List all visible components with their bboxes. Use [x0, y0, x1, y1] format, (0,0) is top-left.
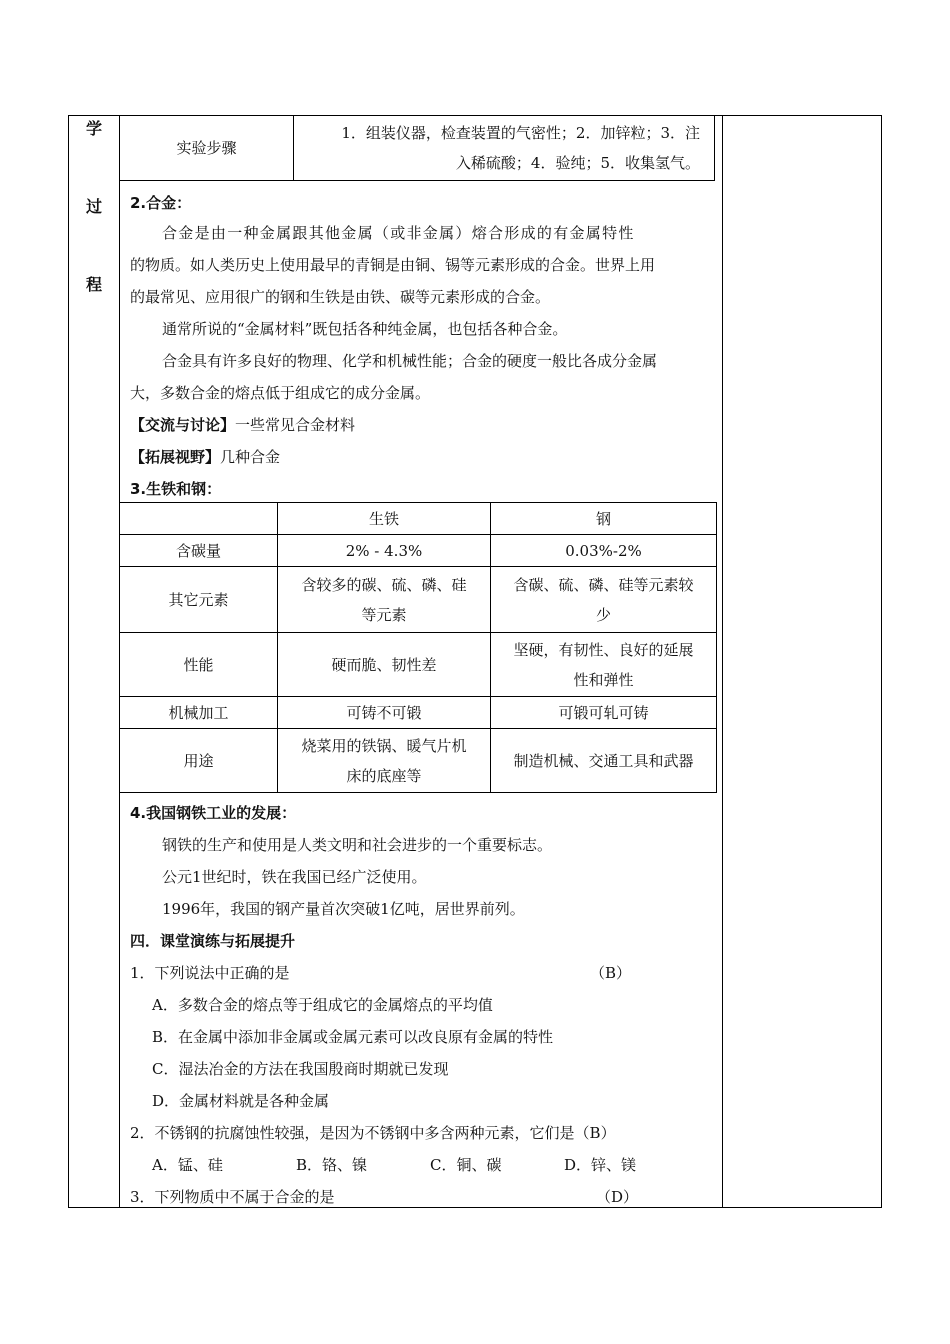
side-label-guo: 过 — [85, 197, 102, 216]
steel-cell-line: 坚硬，有韧性、良好的延展 — [513, 640, 694, 659]
discussion-text: 一些常见合金材料 — [235, 416, 356, 434]
alloy-definition-line1: 合金是由一种金属跟其他金属（或非金属）熔合形成的有金属特性 — [162, 224, 635, 242]
row-label: 性能 — [120, 633, 278, 697]
iron-cell: 硬而脆、韧性差 — [278, 633, 491, 697]
exp-steps-line2: 入稀硫酸；4．验纯；5．收集氢气。 — [455, 153, 700, 172]
exercises-heading: 四．课堂演练与拓展提升 — [130, 932, 296, 950]
question-1-answer: （B） — [590, 964, 632, 982]
question-2-option-a: A．锰、硅 — [152, 1156, 223, 1174]
table-row — [120, 729, 717, 793]
metal-materials-paragraph: 通常所说的“金属材料”既包括各种纯金属，也包括各种合金。 — [162, 320, 568, 338]
question-1-option-a: A．多数合金的熔点等于组成它的金属熔点的平均值 — [152, 996, 493, 1014]
table-row — [120, 633, 717, 697]
alloy-definition-line2: 的物质。如人类历史上使用最早的青铜是由铜、锡等元素形成的合金。世界上用 — [130, 256, 656, 274]
steel-cell-line: 含碳、硫、磷、硅等元素较 — [513, 575, 694, 594]
iron-cell-line: 床的底座等 — [346, 766, 422, 785]
steel-cell: 制造机械、交通工具和武器 — [491, 729, 717, 793]
experiment-steps-table — [119, 115, 715, 181]
expand-tag: 【拓展视野】 — [130, 448, 221, 466]
question-2: 2．不锈钢的抗腐蚀性较强，是因为不锈钢中多含两种元素，它们是（B） — [130, 1124, 616, 1142]
iron-steel-table — [119, 502, 717, 793]
question-1-option-b: B．在金属中添加非金属或金属元素可以改良原有金属的特性 — [152, 1028, 554, 1046]
table-row — [120, 535, 717, 567]
row-label: 其它元素 — [120, 567, 278, 633]
question-2-option-c: C．铜、碳 — [430, 1156, 502, 1174]
row-label: 用途 — [120, 729, 278, 793]
iron-cell — [278, 729, 491, 793]
table-header-iron: 生铁 — [278, 503, 491, 535]
section-2-heading: 2.合金： — [130, 194, 192, 212]
question-3: 3．下列物质中不属于合金的是 — [130, 1188, 335, 1206]
question-1-option-d: D．金属材料就是各种金属 — [152, 1092, 330, 1110]
steel-history-line2: 公元1世纪时，铁在我国已经广泛使用。 — [162, 868, 427, 886]
exp-label: 实验步骤 — [120, 115, 294, 181]
table-header-blank — [120, 503, 278, 535]
side-label-xue: 学 — [85, 119, 102, 138]
question-1-option-c: C．湿法冶金的方法在我国殷商时期就已发现 — [152, 1060, 449, 1078]
section-4-heading: 4.我国钢铁工业的发展： — [130, 804, 297, 822]
steel-cell-line: 少 — [595, 605, 611, 624]
table-header-steel: 钢 — [491, 503, 717, 535]
steel-cell: 可锻可轧可铸 — [491, 697, 717, 729]
iron-cell-line: 等元素 — [361, 605, 407, 624]
table-row — [120, 697, 717, 729]
iron-cell-line: 含较多的碳、硫、磷、硅 — [301, 575, 467, 594]
iron-cell: 可铸不可锻 — [278, 697, 491, 729]
side-label-cheng: 程 — [85, 275, 102, 294]
steel-history-line3: 1996年，我国的钢产量首次突破1亿吨，居世界前列。 — [162, 900, 525, 918]
table-row — [120, 567, 717, 633]
question-2-option-b: B．铬、镍 — [296, 1156, 368, 1174]
section-3-heading: 3.生铁和钢： — [130, 480, 222, 498]
alloy-properties-line1: 合金具有许多良好的物理、化学和机械性能；合金的硬度一般比各成分金属 — [162, 352, 658, 370]
exp-steps-line1: 1．组装仪器，检查装置的气密性；2．加锌粒；3．注 — [341, 123, 700, 142]
exp-steps — [294, 115, 715, 181]
steel-cell — [491, 633, 717, 697]
question-2-option-d: D．锌、镁 — [564, 1156, 637, 1174]
alloy-definition-line3: 的最常见、应用很广的钢和生铁是由铁、碳等元素形成的合金。 — [130, 288, 551, 306]
question-3-answer: （D） — [596, 1188, 639, 1206]
steel-cell-line: 性和弹性 — [573, 670, 634, 689]
iron-cell-line: 烧菜用的铁锅、暖气片机 — [301, 736, 467, 755]
steel-history-line1: 钢铁的生产和使用是人类文明和社会进步的一个重要标志。 — [162, 836, 553, 854]
question-1: 1．下列说法中正确的是 — [130, 964, 290, 982]
row-label: 含碳量 — [120, 535, 278, 567]
expand-text: 几种合金 — [220, 448, 281, 466]
iron-cell — [278, 567, 491, 633]
expand-line — [130, 447, 280, 467]
discussion-tag: 【交流与讨论】 — [130, 416, 236, 434]
row-label: 机械加工 — [120, 697, 278, 729]
steel-cell — [491, 567, 717, 633]
steel-cell: 0.03%-2% — [491, 535, 717, 567]
discussion-line — [130, 415, 355, 435]
column-divider-right — [722, 116, 723, 1207]
alloy-properties-line2: 大，多数合金的熔点低于组成它的成分金属。 — [130, 384, 431, 402]
iron-cell: 2% - 4.3% — [278, 535, 491, 567]
